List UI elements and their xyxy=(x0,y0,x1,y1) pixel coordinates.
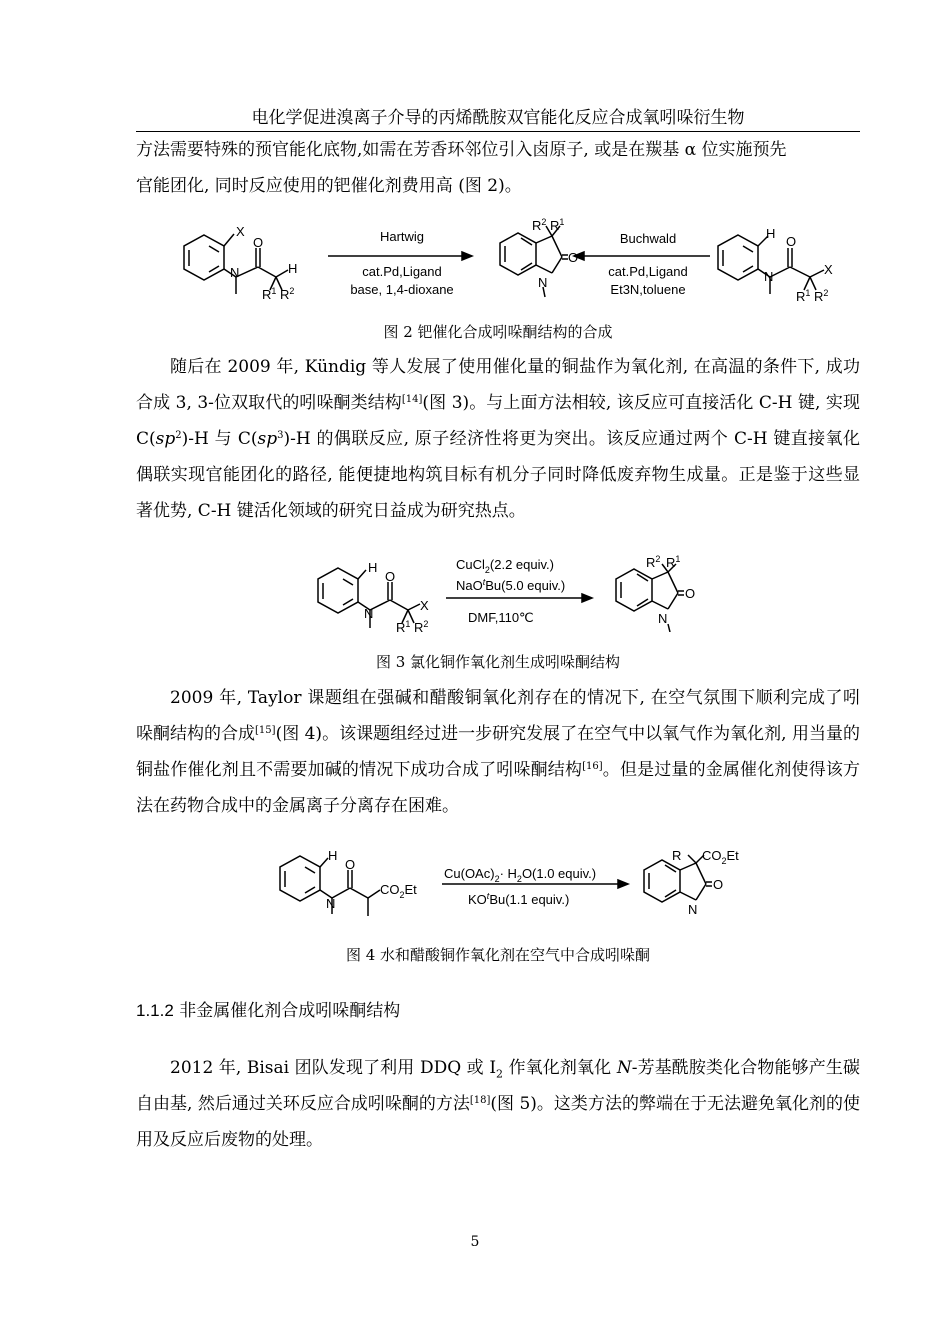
citation-14: [14] xyxy=(401,394,423,405)
figure-4-caption: 图 4 水和醋酸铜作氧化剂在空气中合成吲哚酮 xyxy=(345,946,651,964)
svg-text:CuCl2(2.2 equiv.): CuCl$_2$(2.2 equiv.) xyxy=(456,557,554,575)
svg-text:N: N xyxy=(230,265,240,280)
svg-text:R1 R2: $R^1$ $R^2$ xyxy=(262,286,295,302)
paragraph-2-text-c: )-H 与 C( xyxy=(181,429,258,449)
paragraph-2 xyxy=(136,349,860,529)
svg-text:N: N xyxy=(764,269,774,284)
svg-text:Cu(OAc)2· H2O(1.0 equiv.): $Cu(OAc)_2\cdot H_2O(1.0$ equiv.) xyxy=(444,866,597,884)
svg-text:H: H xyxy=(368,560,378,575)
svg-text:H: H xyxy=(766,226,776,241)
svg-text:CO2Et: $CO_2Et$ xyxy=(702,848,739,866)
section-heading xyxy=(136,999,400,1023)
svg-text:N: N xyxy=(688,902,698,917)
paragraph-3 xyxy=(136,680,860,824)
svg-text:H: H xyxy=(328,848,338,863)
page-number: 5 xyxy=(470,1234,480,1250)
citation-16: [16] xyxy=(582,761,603,772)
svg-text:O: O xyxy=(713,877,724,892)
svg-text:H: H xyxy=(288,261,298,276)
fig2-left-arrow-top: Hartwig xyxy=(379,229,425,244)
fig2-right-arrow-bottom-1: cat.Pd,Ligand xyxy=(608,264,688,279)
n-italic: N xyxy=(616,1058,632,1078)
fig2-left-arrow-bottom-2: base, 1,4-dioxane xyxy=(350,282,454,297)
paragraph-3-text-a: 2009 年, Taylor 课题组在强碱和醋酸铜氧化剂存在的情况下, 在空气氛围下顺利完成了吲哚酮结构的合成 xyxy=(136,688,860,744)
paragraph-4-text-a: 2012 年, Bisai 团队发现了利用 DDQ 或 I xyxy=(170,1058,497,1078)
paragraph-4-text-d: (图 5)。这类方法的弊端在于无法避免氧化剂的使用及反应后废物的处理。 xyxy=(136,1094,860,1150)
svg-text:N: N xyxy=(326,896,336,911)
sp-italic: sp xyxy=(155,429,176,449)
citation-18: [18] xyxy=(469,1095,491,1106)
svg-text:R: R xyxy=(672,848,682,863)
paragraph-2-text-d: )-H 的偶联反应, 原子经济性将更为突出。该反应通过两个 C-H 键直接氧化偶联实现官能团化的路径, 能便捷地构筑目标有机分子同时降低废弃物生成量。正是鉴于这些显著优势, C-H 键活化领域的研究日益成为研究热点。 xyxy=(136,429,861,521)
fig3-condition-3: DMF,110℃ xyxy=(468,610,534,625)
svg-text:O: O xyxy=(685,586,696,601)
section-title: 非金属催化剂合成吲哚酮结构 xyxy=(179,1001,401,1021)
paragraph-4-text-b: 作氧化剂氧化 xyxy=(503,1058,617,1078)
svg-text:O: O xyxy=(385,569,396,584)
svg-text:N: N xyxy=(658,611,668,626)
subscript-2: 2 xyxy=(496,1067,504,1081)
paragraph-1-line-2: 官能团化, 同时反应使用的钯催化剂费用高 (图 2)。 xyxy=(136,176,522,196)
section-number: 1.1.2 xyxy=(136,1001,174,1020)
svg-text:R1 R2: $R^1$ $R^2$ xyxy=(396,619,429,632)
paragraph-1 xyxy=(136,132,860,204)
superscript-3: 3 xyxy=(277,430,284,441)
svg-text:O: O xyxy=(568,250,579,265)
svg-text:R2: $R^2$ xyxy=(532,217,547,233)
figure-3-caption: 图 3 氯化铜作氧化剂生成吲哚酮结构 xyxy=(375,653,621,671)
paragraph-1-line-1: 方法需要特殊的预官能化底物,如需在芳香环邻位引入卤原子, 或是在羰基 α 位实施预先 xyxy=(136,140,787,160)
svg-text:X: X xyxy=(420,598,429,613)
paragraph-2-text-b: (图 3)。与上面方法相较, 该反应可直接活化 C-H 键, 实现 C( xyxy=(136,393,861,449)
svg-text:N: N xyxy=(538,275,548,290)
figure-2-scheme xyxy=(170,210,850,310)
figure-2-caption: 图 2 钯催化合成吲哚酮结构的合成 xyxy=(383,323,613,341)
paragraph-4 xyxy=(136,1050,860,1158)
svg-text:N: N xyxy=(364,606,374,621)
fig2-right-arrow-top: Buchwald xyxy=(619,231,677,246)
figure-3-scheme xyxy=(300,550,720,632)
svg-text:R2: $R^2$ xyxy=(646,554,661,570)
svg-text:R1: $R^1$ xyxy=(666,554,681,570)
running-header: 电化学促进溴离子介导的丙烯酰胺双官能化反应合成氧吲哚衍生物 xyxy=(251,108,745,128)
svg-text:NaOtBu(5.0 equiv.): NaO$^t$Bu(5.0 equiv.) xyxy=(456,577,566,593)
figure-4-scheme xyxy=(270,842,760,918)
svg-text:X: X xyxy=(824,262,833,277)
paragraph-4-text-c: -芳基酰胺类化合物能够产生碳自由基, 然后通过关环反应合成吲哚酮的方法 xyxy=(136,1058,861,1114)
paragraph-3-text-c: 。但是过量的金属催化剂使得该方法在药物合成中的金属离子分离存在困难。 xyxy=(136,760,861,816)
svg-text:R1: $R^1$ xyxy=(550,217,565,233)
fig2-left-arrow-bottom-1: cat.Pd,Ligand xyxy=(362,264,442,279)
sp-italic: sp xyxy=(257,429,278,449)
svg-text:O: O xyxy=(253,235,264,250)
svg-text:X: X xyxy=(236,224,245,239)
paragraph-2-text-a: 随后在 2009 年, Kündig 等人发展了使用催化量的铜盐作为氧化剂, 在高温的条件下, 成功合成 3, 3-位双取代的吲哚酮类结构 xyxy=(136,357,860,413)
svg-text:KOtBu(1.1 equiv.): $KO^tBu(1.1$ equiv.) xyxy=(468,891,570,907)
citation-15: [15] xyxy=(255,725,276,736)
superscript-2: 2 xyxy=(175,430,182,441)
fig2-right-arrow-bottom-2: Et3N,toluene xyxy=(610,282,686,297)
paragraph-3-text-b: (图 4)。该课题组经过进一步研究发展了在空气中以氧气作为氧化剂, 用当量的铜盐作催化剂且不需要加碱的情况下成功合成了吲哚酮结构 xyxy=(136,724,860,780)
svg-text:R1 R2: $R^1$ $R^2$ xyxy=(796,288,829,304)
svg-text:CO2Et: $CO_2Et$ xyxy=(380,882,417,900)
svg-text:O: O xyxy=(786,234,797,249)
svg-text:O: O xyxy=(345,857,356,872)
